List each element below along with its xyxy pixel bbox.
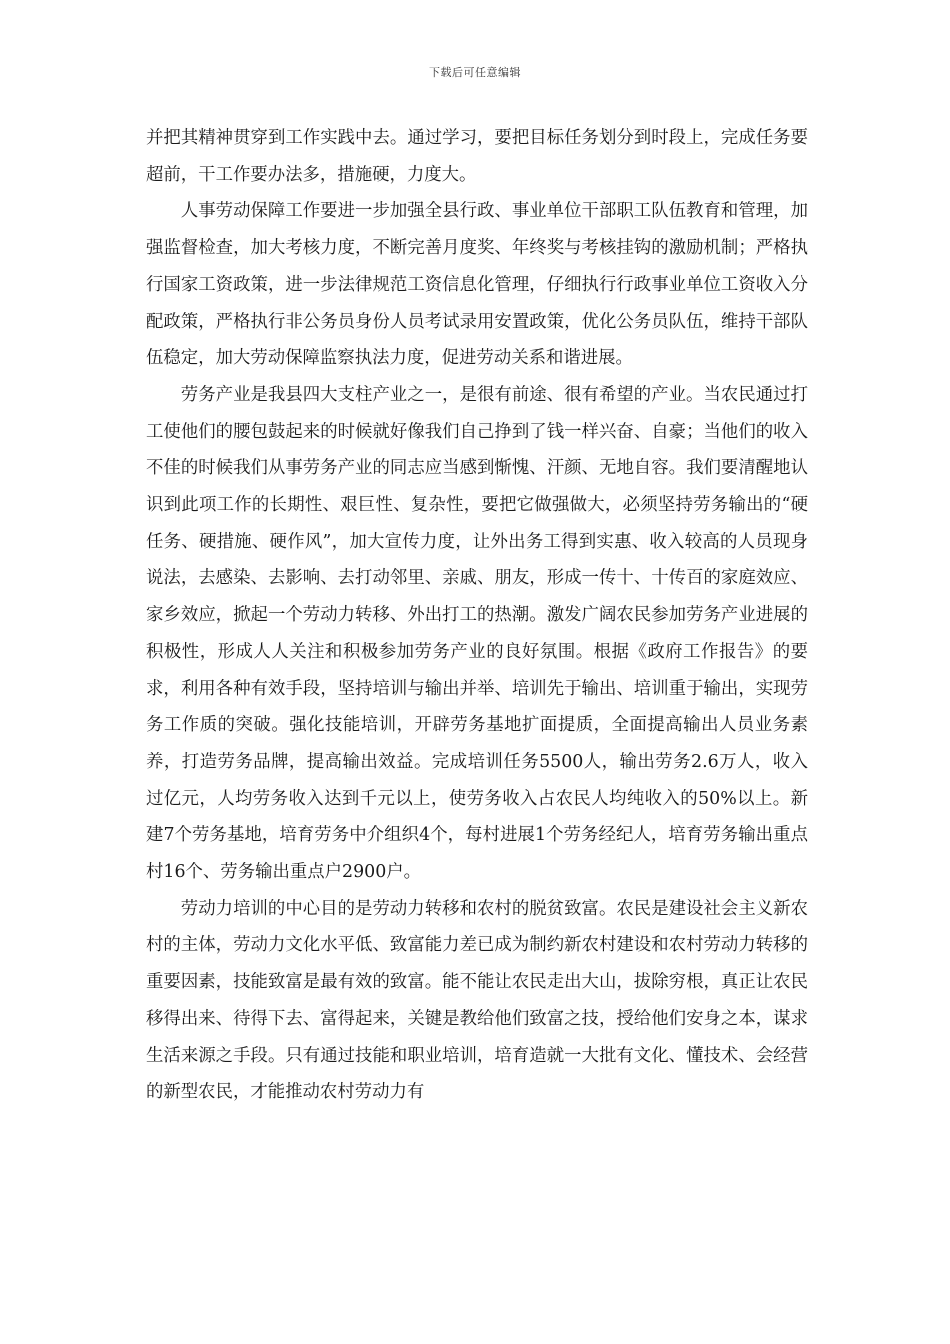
- document-body: [146, 120, 808, 1111]
- paragraph-2: 人事劳动保障工作要进一步加强全县行政、事业单位干部职工队伍教育和管理，加强监督检查，加大考核力度，不断完善月度奖、年终奖与考核挂钩的激励机制；严格执行国家工资政策，进一步法律规范工资信息化管理，仔细执行行政事业单位工资收入分配政策，严格执行非公务员身份人员考试录用安置政策，优化公务员队伍，维持干部队伍稳定，加大劳动保障监察执法力度，促进劳动关系和谐进展。: [146, 201, 808, 369]
- paragraph-3: 劳务产业是我县四大支柱产业之一，是很有前途、很有希望的产业。当农民通过打工使他们的腰包鼓起来的时候就好像我们自己挣到了钱一样兴奋、自豪；当他们的收入不佳的时候我们从事劳务产业的同志应当感到惭愧、汗颜、无地自容。我们要清醒地认识到此项工作的长期性、艰巨性、复杂性，要把它做强做大，必须坚持劳务输出的“硬任务、硬措施、硬作风”，加大宣传力度，让外出务工得到实惠、收入较高的人员现身说法，去感染、去影响、去打动邻里、亲戚、朋友，形成一传十、十传百的家庭效应、家乡效应，掀起一个劳动力转移、外出打工的热潮。激发广阔农民参加劳务产业进展的积极性，形成人人关注和积极参加劳务产业的良好氛围。根据《政府工作报告》的要求，利用各种有效手段，坚持培训与输出并举、培训先于输出、培训重于输出，实现劳务工作质的突破。强化技能培训，开辟劳务基地扩面提质，全面提高输出人员业务素养，打造劳务品牌，提高输出效益。完成培训任务5500人，输出劳务2.6万人，收入过亿元，人均劳务收入达到千元以上，使劳务收入占农民人均纯收入的50%以上。新建7个劳务基地，培育劳务中介组织4个，每村进展1个劳务经纪人，培育劳务输出重点村16个、劳务输出重点户2900户。: [146, 384, 808, 883]
- page-header: 下载后可任意编辑: [429, 66, 521, 79]
- paragraph-1: 并把其精神贯穿到工作实践中去。通过学习，要把目标任务划分到时段上，完成任务要超前，干工作要办法多，措施硬，力度大。: [146, 128, 808, 185]
- paragraph-4: 劳动力培训的中心目的是劳动力转移和农村的脱贫致富。农民是建设社会主义新农村的主体，劳动力文化水平低、致富能力差已成为制约新农村建设和农村劳动力转移的重要因素，技能致富是最有效的致富。能不能让农民走出大山，拔除穷根，真正让农民移得出来、待得下去、富得起来，关键是教给他们致富之技，授给他们安身之本，谋求生活来源之手段。只有通过技能和职业培训，培育造就一大批有文化、懂技术、会经营的新型农民，才能推动农村劳动力有: [146, 898, 808, 1103]
